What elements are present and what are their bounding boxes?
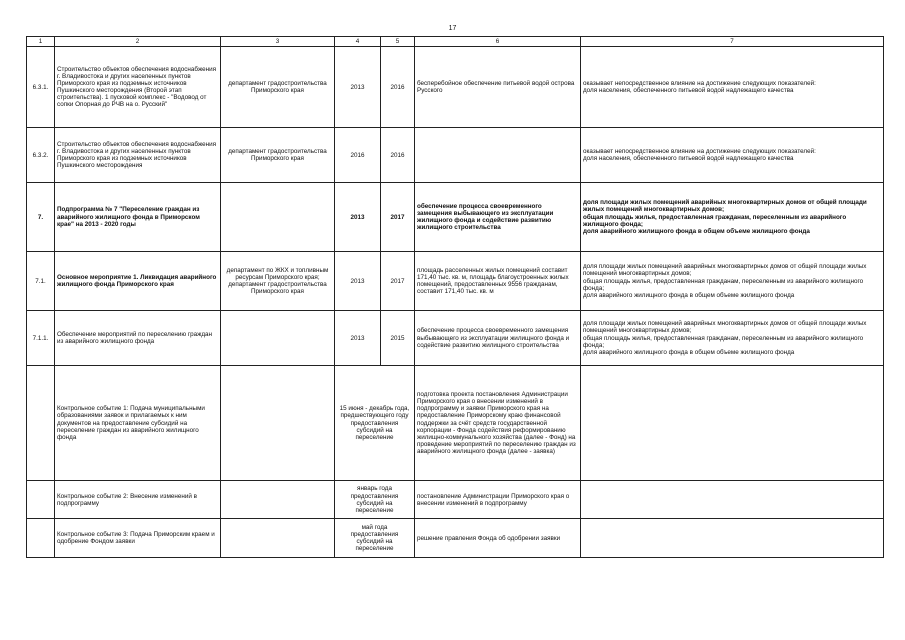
column-number: 2 xyxy=(55,37,221,47)
event-indicators xyxy=(581,366,884,481)
item-start-year: 2016 xyxy=(335,128,381,183)
item-indicators: оказывает непосредственное влияние на достижение следующих показателей: доля населения, обеспеченного питьевой водой надлежащего качества xyxy=(581,128,884,183)
item-number: 7.1.1. xyxy=(27,311,55,366)
event-number xyxy=(27,366,55,481)
page-number: 17 xyxy=(448,25,457,32)
event-result: решение правления Фонда об одобрении заявки xyxy=(415,519,581,558)
event-result: постановление Администрации Приморского края о внесении изменений в подпрограмму xyxy=(415,481,581,519)
item-number: 6.3.1. xyxy=(27,47,55,128)
event-name: Контрольное событие 2: Внесение изменений в подпрограмму xyxy=(55,481,221,519)
event-executor xyxy=(221,366,335,481)
item-name: Подпрограмма № 7 "Переселение граждан из аварийного жилищного фонда в Приморском крае" на 2013 - 2020 годы xyxy=(55,183,221,252)
item-indicators: доля площади жилых помещений аварийных многоквартирных домов от общей площади жилых помещений многоквартирных домов; общая площадь жилья, предоставленная гражданам, переселенным из аварийного жилищного фонда; доля аварийного жилищного фонда в общем объеме жилищного фонда xyxy=(581,311,884,366)
event-row xyxy=(27,366,884,481)
item-name: Основное мероприятие 1. Ликвидация аварийного жилищного фонда Приморского края xyxy=(55,252,221,311)
column-number: 6 xyxy=(415,37,581,47)
item-executor xyxy=(221,183,335,252)
item-number: 7. xyxy=(27,183,55,252)
item-result: обеспечение процесса своевременного замещения выбывающего из эксплуатации жилищного фонда и содействие развитию жилищного строительства xyxy=(415,183,581,252)
item-executor: департамент по ЖКХ и топливным ресурсам Приморского края; департамент градостроительства Приморского края xyxy=(221,252,335,311)
item-indicators: доля площади жилых помещений аварийных многоквартирных домов от общей площади жилых помещений многоквартирных домов; общая площадь жилья, предоставленная гражданам, переселенным из аварийного жилищного фонда; доля аварийного жилищного фонда в общем объеме жилищного фонда xyxy=(581,252,884,311)
item-name: Строительство объектов обеспечения водоснабжения г. Владивостока и других населенных пунктов Приморского края из подземных источников Пушкинского месторождения (Второй этап строительства). 1 пусковой комплекс - "Водовод от сопки Опорная до РЧВ на о. Русский" xyxy=(55,47,221,128)
item-name: Обеспечение мероприятий по переселению граждан из аварийного жилищного фонда xyxy=(55,311,221,366)
item-end-year: 2016 xyxy=(381,128,415,183)
event-row xyxy=(27,481,884,519)
item-executor xyxy=(221,311,335,366)
item-end-year: 2017 xyxy=(381,252,415,311)
item-end-year: 2016 xyxy=(381,47,415,128)
item-end-year: 2017 xyxy=(381,183,415,252)
event-name: Контрольное событие 3: Подача Приморским краем и одобрение Фондом заявки xyxy=(55,519,221,558)
column-number: 3 xyxy=(221,37,335,47)
item-name: Строительство объектов обеспечения водоснабжения г. Владивостока и других населенных пунктов Приморского края из подземных источников Пушкинского месторождения xyxy=(55,128,221,183)
table-row xyxy=(27,252,884,311)
column-number: 5 xyxy=(381,37,415,47)
item-result: площадь расселенных жилых помещений составит 171,40 тыс. кв. м, площадь благоустроенных жилых помещений, предоставленных 9556 гражданам, составит 171,40 тыс. кв. м xyxy=(415,252,581,311)
item-start-year: 2013 xyxy=(335,252,381,311)
item-indicators: оказывает непосредственное влияние на достижение следующих показателей: доля населения, обеспеченного питьевой водой надлежащего качества xyxy=(581,47,884,128)
event-result: подготовка проекта постановления Администрации Приморского края о внесении изменений в подпрограмму и заявки Приморского края на предоставление Приморскому краю финансовой поддержки за счёт средств государственной корпорации - Фонда содействия реформированию жилищно-коммунального хозяйства (далее - Фонд) на проведение мероприятий по переселению граждан из аварийного жилищного фонда (далее - заявка) xyxy=(415,366,581,481)
item-start-year: 2013 xyxy=(335,183,381,252)
table-row xyxy=(27,128,884,183)
column-number: 1 xyxy=(27,37,55,47)
plan-table xyxy=(26,36,884,558)
item-result xyxy=(415,128,581,183)
column-number: 7 xyxy=(581,37,884,47)
event-executor xyxy=(221,519,335,558)
item-start-year: 2013 xyxy=(335,311,381,366)
column-number-row xyxy=(27,37,884,47)
event-term: январь года предоставления субсидий на переселение xyxy=(335,481,415,519)
item-executor: департамент градостроительства Приморского края xyxy=(221,128,335,183)
table-row xyxy=(27,47,884,128)
event-indicators xyxy=(581,481,884,519)
item-result: обеспечение процесса своевременного замещения выбывающего из эксплуатации жилищного фонда и содействие развитию жилищного строительства xyxy=(415,311,581,366)
event-term: май года предоставления субсидий на переселение xyxy=(335,519,415,558)
item-number: 7.1. xyxy=(27,252,55,311)
table-row xyxy=(27,311,884,366)
item-result: бесперебойное обеспечение питьевой водой острова Русского xyxy=(415,47,581,128)
column-number: 4 xyxy=(335,37,381,47)
event-executor xyxy=(221,481,335,519)
item-executor: департамент градостроительства Приморского края xyxy=(221,47,335,128)
item-number: 6.3.2. xyxy=(27,128,55,183)
event-term: 15 июня - декабрь года, предшествующего году предоставления субсидий на переселение xyxy=(335,366,415,481)
event-number xyxy=(27,519,55,558)
item-start-year: 2013 xyxy=(335,47,381,128)
event-name: Контрольное событие 1: Подача муниципальными образованиями заявок и прилагаемых к ним документов на предоставление субсидий на переселение граждан из аварийного жилищного фонда xyxy=(55,366,221,481)
event-row xyxy=(27,519,884,558)
item-end-year: 2015 xyxy=(381,311,415,366)
event-indicators xyxy=(581,519,884,558)
table-row xyxy=(27,183,884,252)
item-indicators: доля площади жилых помещений аварийных многоквартирных домов от общей площади жилых помещений многоквартирных домов; общая площадь жилья, предоставленная гражданам, переселенным из аварийного жилищного фонда; доля аварийного жилищного фонда в общем объеме жилищного фонда xyxy=(581,183,884,252)
event-number xyxy=(27,481,55,519)
